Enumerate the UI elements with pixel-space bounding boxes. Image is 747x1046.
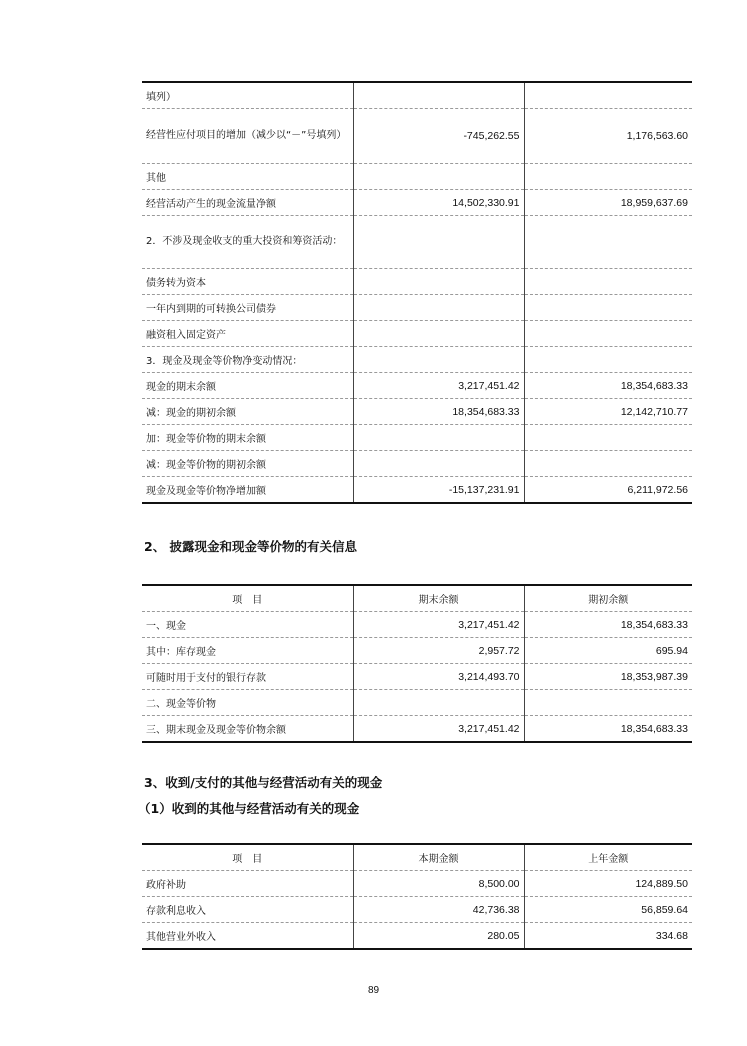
current-amount	[353, 164, 524, 190]
column-header-prior-year: 上年金额	[524, 844, 692, 871]
column-header-item: 项 目	[142, 585, 353, 612]
table-row	[142, 321, 692, 347]
table-row	[142, 923, 692, 950]
row-label: 一年内到期的可转换公司债券	[142, 295, 353, 321]
row-label: 现金的期末余额	[142, 373, 353, 399]
section-3-subheading: （1）收到的其他与经营活动有关的现金	[138, 801, 360, 816]
current-amount	[353, 347, 524, 373]
row-label: 一、现金	[142, 612, 353, 638]
table-row	[142, 664, 692, 690]
prior-amount: 18,354,683.33	[524, 373, 692, 399]
prior-amount: 1,176,563.60	[524, 109, 692, 164]
table-row	[142, 216, 692, 269]
table-row	[142, 477, 692, 504]
section-3-heading: 3、收到/支付的其他与经营活动有关的现金	[144, 775, 383, 790]
opening-balance: 18,353,987.39	[524, 664, 692, 690]
ending-balance	[353, 690, 524, 716]
table-row	[142, 269, 692, 295]
current-amount	[353, 425, 524, 451]
table-row	[142, 399, 692, 425]
column-header-item: 项 目	[142, 844, 353, 871]
table-row	[142, 295, 692, 321]
row-label: 债务转为资本	[142, 269, 353, 295]
page-number: 89	[367, 985, 380, 996]
row-label: 减：现金的期初余额	[142, 399, 353, 425]
opening-balance	[524, 690, 692, 716]
prior-amount	[524, 269, 692, 295]
cash-flow-supplement-table	[142, 81, 692, 504]
current-amount	[353, 321, 524, 347]
prior-amount	[524, 451, 692, 477]
table-row	[142, 82, 692, 109]
ending-balance: 2,957.72	[353, 638, 524, 664]
section-2-heading: 2、 披露现金和现金等价物的有关信息	[144, 539, 358, 554]
row-label: 经营活动产生的现金流量净额	[142, 190, 353, 216]
table-row	[142, 164, 692, 190]
prior-amount: 56,859.64	[524, 897, 692, 923]
row-label: 三、期末现金及现金等价物余额	[142, 716, 353, 743]
prior-amount: 6,211,972.56	[524, 477, 692, 504]
row-label: 融资租入固定资产	[142, 321, 353, 347]
current-amount: 14,502,330.91	[353, 190, 524, 216]
cash-equivalents-table	[142, 584, 692, 743]
row-label: 其他营业外收入	[142, 923, 353, 950]
current-amount: -745,262.55	[353, 109, 524, 164]
table-row	[142, 425, 692, 451]
opening-balance: 695.94	[524, 638, 692, 664]
opening-balance: 18,354,683.33	[524, 612, 692, 638]
table-row	[142, 690, 692, 716]
current-amount: 280.05	[353, 923, 524, 950]
table-header-row	[142, 585, 692, 612]
ending-balance: 3,214,493.70	[353, 664, 524, 690]
prior-amount	[524, 425, 692, 451]
current-amount: -15,137,231.91	[353, 477, 524, 504]
table-header-row	[142, 844, 692, 871]
opening-balance: 18,354,683.33	[524, 716, 692, 743]
column-header-current-period: 本期金额	[353, 844, 524, 871]
row-label: 其他	[142, 164, 353, 190]
prior-amount	[524, 295, 692, 321]
row-label: 经营性应付项目的增加（减少以“－”号填列）	[142, 109, 353, 164]
current-amount: 8,500.00	[353, 871, 524, 897]
table-row	[142, 347, 692, 373]
other-operating-cash-received-table	[142, 843, 692, 950]
current-amount	[353, 269, 524, 295]
row-label: 政府补助	[142, 871, 353, 897]
table-row	[142, 638, 692, 664]
row-label: 现金及现金等价物净增加额	[142, 477, 353, 504]
prior-amount	[524, 216, 692, 269]
prior-amount: 124,889.50	[524, 871, 692, 897]
ending-balance: 3,217,451.42	[353, 612, 524, 638]
row-label: 3．现金及现金等价物净变动情况：	[142, 347, 353, 373]
prior-amount: 334.68	[524, 923, 692, 950]
current-amount	[353, 295, 524, 321]
table-row	[142, 871, 692, 897]
column-header-ending-balance: 期末余额	[353, 585, 524, 612]
row-label: 二、现金等价物	[142, 690, 353, 716]
row-label: 存款利息收入	[142, 897, 353, 923]
prior-amount	[524, 347, 692, 373]
prior-amount	[524, 82, 692, 109]
current-amount	[353, 82, 524, 109]
table-row	[142, 451, 692, 477]
table-row	[142, 190, 692, 216]
row-label: 可随时用于支付的银行存款	[142, 664, 353, 690]
table-row	[142, 373, 692, 399]
column-header-opening-balance: 期初余额	[524, 585, 692, 612]
prior-amount: 12,142,710.77	[524, 399, 692, 425]
row-label: 2．不涉及现金收支的重大投资和筹资活动：	[142, 216, 353, 269]
row-label: 填列）	[142, 82, 353, 109]
current-amount: 3,217,451.42	[353, 373, 524, 399]
row-label: 加：现金等价物的期末余额	[142, 425, 353, 451]
prior-amount	[524, 321, 692, 347]
current-amount	[353, 216, 524, 269]
table-row	[142, 897, 692, 923]
row-label: 减：现金等价物的期初余额	[142, 451, 353, 477]
table-row	[142, 612, 692, 638]
current-amount: 42,736.38	[353, 897, 524, 923]
prior-amount	[524, 164, 692, 190]
current-amount	[353, 451, 524, 477]
ending-balance: 3,217,451.42	[353, 716, 524, 743]
row-label: 其中：库存现金	[142, 638, 353, 664]
prior-amount: 18,959,637.69	[524, 190, 692, 216]
table-row	[142, 109, 692, 164]
table-row	[142, 716, 692, 743]
current-amount: 18,354,683.33	[353, 399, 524, 425]
